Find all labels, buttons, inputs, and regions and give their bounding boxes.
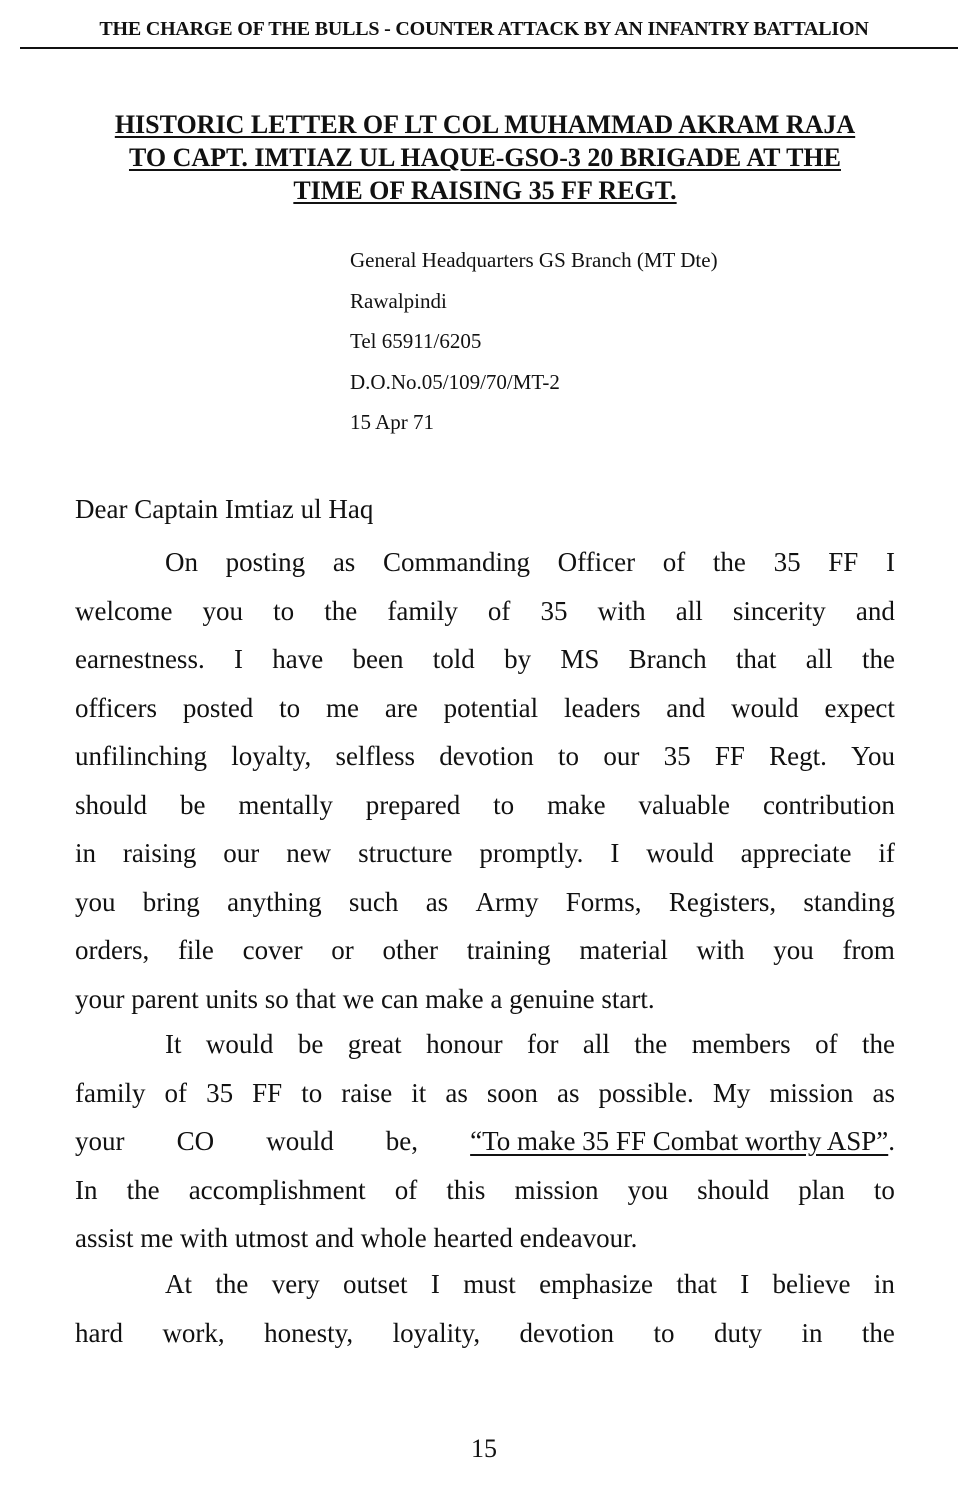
text-word: very bbox=[271, 1269, 320, 1299]
text-line bbox=[75, 538, 895, 587]
text-line: assist me with utmost and whole hearted endeavour. bbox=[75, 1223, 638, 1253]
text-word: plan bbox=[798, 1174, 845, 1205]
text-line bbox=[75, 1309, 895, 1358]
text-word: our bbox=[603, 741, 640, 771]
text-word: raise bbox=[341, 1077, 393, 1108]
header-rule bbox=[20, 47, 958, 49]
text-word: such bbox=[348, 886, 399, 917]
text-word: hard bbox=[75, 1317, 123, 1348]
text-word: our bbox=[223, 838, 260, 868]
text-line bbox=[75, 635, 895, 684]
text-word: in bbox=[801, 1317, 823, 1348]
text-word: all bbox=[805, 644, 833, 674]
text-word: structure bbox=[358, 838, 453, 868]
text-word: of bbox=[487, 595, 511, 626]
text-word: and bbox=[855, 595, 895, 626]
text-word: material bbox=[579, 935, 668, 965]
text-word: orders, bbox=[75, 935, 150, 965]
text-word: In bbox=[75, 1174, 98, 1205]
text-word: the bbox=[861, 1317, 895, 1348]
text-line bbox=[75, 1020, 895, 1069]
text-word: of bbox=[164, 1077, 188, 1108]
text-word: your bbox=[75, 1126, 125, 1156]
text-word: of bbox=[394, 1174, 418, 1205]
text-word: would bbox=[205, 1029, 274, 1059]
text-word: potential bbox=[443, 692, 539, 723]
address-line: Rawalpindi bbox=[350, 288, 447, 313]
text-line bbox=[75, 829, 895, 878]
text-word: file bbox=[177, 935, 214, 965]
text-word: duty bbox=[713, 1317, 762, 1348]
text-word: would bbox=[266, 1126, 334, 1156]
text-word: work, bbox=[162, 1317, 225, 1348]
text-word: as bbox=[425, 886, 449, 917]
text-punctuation: . bbox=[888, 1126, 895, 1156]
text-line bbox=[75, 781, 895, 830]
text-word: You bbox=[851, 741, 895, 771]
mission-statement bbox=[470, 1117, 895, 1166]
text-line bbox=[75, 1069, 895, 1118]
text-word: devotion bbox=[439, 741, 534, 771]
text-word: loyality, bbox=[392, 1317, 481, 1348]
text-word: emphasize bbox=[539, 1269, 654, 1299]
text-word: make bbox=[547, 789, 606, 820]
text-word: as bbox=[872, 1077, 895, 1108]
text-word: the bbox=[861, 644, 895, 674]
text-line bbox=[75, 1166, 895, 1215]
text-word: Branch bbox=[628, 644, 707, 674]
text-word: with bbox=[597, 595, 646, 626]
text-word: I bbox=[885, 547, 895, 577]
text-word: accomplishment bbox=[188, 1174, 366, 1205]
text-word: 35 bbox=[206, 1077, 234, 1108]
address-line: D.O.No.05/109/70/MT-2 bbox=[350, 369, 560, 394]
title-line: HISTORIC LETTER OF LT COL MUHAMMAD AKRAM RAJA bbox=[114, 110, 856, 139]
text-word: or bbox=[331, 935, 354, 965]
text-word: the bbox=[861, 1029, 895, 1059]
text-word: as bbox=[445, 1077, 468, 1108]
text-word: sincerity bbox=[732, 595, 826, 626]
text-word: would bbox=[646, 838, 714, 868]
text-word: Regt. bbox=[769, 741, 827, 771]
text-word: to bbox=[279, 692, 301, 723]
text-word: selfless bbox=[335, 741, 415, 771]
text-word: I bbox=[430, 1269, 440, 1299]
text-word: you bbox=[773, 935, 814, 965]
text-word: by bbox=[504, 644, 532, 674]
text-word: mission bbox=[769, 1077, 854, 1108]
text-line: your parent units so that we can make a genuine start. bbox=[75, 983, 655, 1014]
paragraph-3 bbox=[75, 1260, 895, 1357]
text-word: expect bbox=[824, 692, 895, 723]
text-word: you bbox=[627, 1174, 669, 1205]
text-word: that bbox=[676, 1269, 717, 1299]
text-word: this bbox=[446, 1174, 486, 1205]
sender-address-block bbox=[350, 240, 718, 443]
text-word: honesty, bbox=[264, 1317, 354, 1348]
text-word: family bbox=[75, 1077, 146, 1108]
text-word: to bbox=[873, 1174, 895, 1205]
text-word: told bbox=[432, 644, 475, 674]
text-word: Officer bbox=[557, 547, 636, 577]
text-word: training bbox=[466, 935, 551, 965]
text-word: raising bbox=[122, 838, 197, 868]
text-word: possible. bbox=[598, 1077, 694, 1108]
text-word: Army bbox=[475, 886, 539, 917]
title-line: TIME OF RAISING 35 FF REGT. bbox=[293, 176, 677, 205]
text-word: it bbox=[411, 1077, 427, 1108]
text-word: believe bbox=[772, 1269, 851, 1299]
text-word: soon bbox=[486, 1077, 538, 1108]
text-word: standing bbox=[803, 886, 895, 917]
paragraph-1 bbox=[75, 538, 895, 1023]
text-word: FF bbox=[828, 547, 859, 577]
running-header: THE CHARGE OF THE BULLS - COUNTER ATTACK BY AN INFANTRY BATTALION bbox=[99, 18, 869, 40]
text-word: the bbox=[324, 595, 358, 626]
salutation: Dear Captain Imtiaz ul Haq bbox=[75, 494, 374, 524]
text-word: and bbox=[666, 692, 706, 723]
text-word: loyalty, bbox=[231, 741, 312, 771]
text-word: officers bbox=[75, 692, 157, 723]
text-word: you bbox=[202, 595, 244, 626]
document-title bbox=[60, 108, 910, 207]
text-word: I bbox=[740, 1269, 750, 1299]
address-line: General Headquarters GS Branch (MT Dte) bbox=[350, 248, 718, 272]
text-word: contribution bbox=[762, 789, 895, 820]
text-line bbox=[75, 732, 895, 781]
text-word: At bbox=[165, 1269, 192, 1299]
text-word: welcome bbox=[75, 595, 173, 626]
text-word: all bbox=[675, 595, 703, 626]
text-word: if bbox=[878, 838, 895, 868]
text-line bbox=[75, 1260, 895, 1309]
text-word: leaders bbox=[564, 692, 641, 723]
text-word: to bbox=[653, 1317, 675, 1348]
text-word: FF bbox=[252, 1077, 283, 1108]
text-word: My bbox=[712, 1077, 751, 1108]
text-word: MS bbox=[560, 644, 600, 674]
text-word: been bbox=[352, 644, 404, 674]
address-line: Tel 65911/6205 bbox=[350, 329, 482, 353]
text-word: to bbox=[273, 595, 295, 626]
text-word: outset bbox=[343, 1269, 408, 1299]
text-word: 35 bbox=[773, 547, 801, 577]
page-number: 15 bbox=[471, 1434, 497, 1463]
text-word: have bbox=[272, 644, 324, 674]
text-line bbox=[75, 587, 895, 636]
text-word: the bbox=[634, 1029, 668, 1059]
text-word: as bbox=[556, 1077, 580, 1108]
text-word: posted bbox=[182, 692, 254, 723]
text-word: me bbox=[326, 692, 360, 723]
text-word: anything bbox=[227, 886, 322, 917]
text-word: that bbox=[735, 644, 777, 674]
text-word: promptly. bbox=[479, 838, 584, 868]
text-word: other bbox=[382, 935, 438, 965]
text-word: family bbox=[387, 595, 458, 626]
text-word: must bbox=[463, 1269, 516, 1299]
text-word: earnestness. bbox=[75, 644, 205, 674]
text-word: CO bbox=[176, 1126, 215, 1156]
text-line bbox=[75, 878, 895, 927]
text-word: mentally bbox=[238, 789, 333, 820]
text-line bbox=[75, 1117, 895, 1166]
text-word: 35 bbox=[540, 595, 568, 626]
text-word: I bbox=[233, 644, 243, 674]
text-word: to bbox=[301, 1077, 323, 1108]
text-word: should bbox=[75, 789, 148, 820]
text-word: I bbox=[610, 838, 620, 868]
text-word: in bbox=[873, 1269, 895, 1299]
text-word: be, bbox=[385, 1126, 419, 1156]
text-word: are bbox=[384, 692, 418, 723]
text-word: members bbox=[691, 1029, 791, 1059]
text-word: the bbox=[215, 1269, 249, 1299]
text-word: cover bbox=[242, 935, 303, 965]
text-line bbox=[75, 926, 895, 975]
text-word: should bbox=[697, 1174, 770, 1205]
mission-quote: “To make 35 FF Combat worthy ASP” bbox=[470, 1126, 889, 1156]
text-word: be bbox=[297, 1029, 324, 1059]
text-word: Registers, bbox=[668, 886, 777, 917]
text-word: valuable bbox=[638, 789, 731, 820]
text-word: of bbox=[815, 1029, 838, 1059]
text-word: great bbox=[347, 1029, 402, 1059]
text-word: Forms, bbox=[565, 886, 642, 917]
text-word: would bbox=[731, 692, 799, 723]
text-word: you bbox=[75, 886, 116, 917]
letter-date: 15 Apr 71 bbox=[350, 410, 434, 434]
text-word: for bbox=[526, 1029, 559, 1059]
text-word: honour bbox=[426, 1029, 503, 1059]
text-line bbox=[75, 684, 895, 733]
text-word: mission bbox=[514, 1174, 599, 1205]
text-word: unfilinching bbox=[75, 741, 207, 771]
text-word: new bbox=[286, 838, 332, 868]
text-word: posting bbox=[225, 547, 306, 577]
text-word: On bbox=[165, 547, 198, 577]
text-word: the bbox=[126, 1174, 160, 1205]
text-word: prepared bbox=[365, 789, 461, 820]
text-word: to bbox=[558, 741, 580, 771]
text-word: It bbox=[165, 1029, 182, 1059]
text-word: from bbox=[842, 935, 895, 965]
title-line: TO CAPT. IMTIAZ UL HAQUE-GSO-3 20 BRIGADE AT THE bbox=[128, 143, 841, 172]
text-word: FF bbox=[714, 741, 745, 771]
text-word: in bbox=[75, 838, 97, 868]
text-word: devotion bbox=[519, 1317, 615, 1348]
text-word: as bbox=[332, 547, 356, 577]
text-word: to bbox=[493, 789, 515, 820]
text-word: be bbox=[179, 789, 206, 820]
text-word: of bbox=[662, 547, 686, 577]
text-word: with bbox=[696, 935, 745, 965]
text-word: 35 bbox=[663, 741, 691, 771]
text-word: Commanding bbox=[382, 547, 530, 577]
text-word: appreciate bbox=[740, 838, 852, 868]
text-word: the bbox=[712, 547, 746, 577]
paragraph-2 bbox=[75, 1020, 895, 1263]
text-word: all bbox=[582, 1029, 610, 1059]
text-word: bring bbox=[142, 886, 200, 917]
